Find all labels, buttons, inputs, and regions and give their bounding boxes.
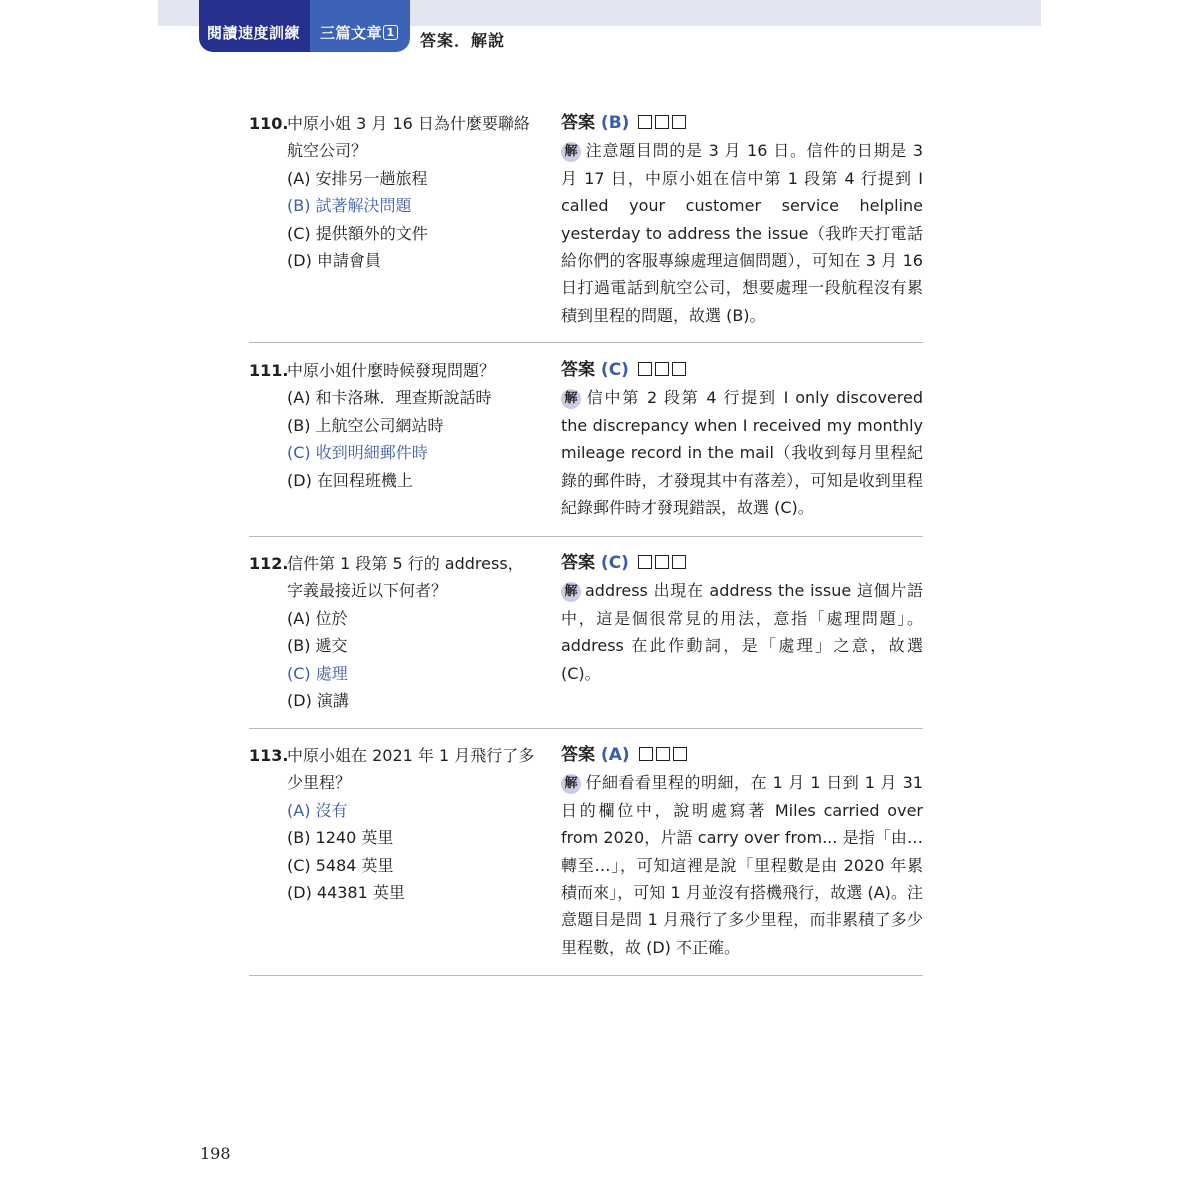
explanation-text: 注意題目問的是 3 月 16 日。信件的日期是 3 月 17 日，中原小姐在信中第 1 段第 4 行提到 I called your customer service helpline yesterday to address the issue（我昨天打電話給你們的客服專線處理這個問題），可知在 3 月 16 日打過電話到航空公司，想要處理一段航程沒有累積到里程的問題，故選 (B)。 bbox=[561, 141, 923, 325]
option-a: (A) 安排另一趟旅程 bbox=[287, 168, 428, 188]
question-stem bbox=[249, 550, 541, 605]
review-checkbox[interactable] bbox=[672, 115, 686, 129]
question-number: 112. bbox=[249, 554, 289, 573]
answer-heading bbox=[561, 550, 923, 577]
answer-111 bbox=[561, 357, 923, 521]
divider bbox=[249, 342, 923, 343]
answer-112 bbox=[561, 550, 923, 687]
question-113 bbox=[249, 742, 541, 906]
question-110 bbox=[249, 110, 541, 274]
answer-letter: (C) bbox=[600, 553, 629, 573]
review-checkbox[interactable] bbox=[655, 555, 669, 569]
answer-label: 答案 bbox=[561, 113, 595, 133]
answer-heading bbox=[561, 742, 923, 769]
review-checkbox[interactable] bbox=[673, 747, 687, 761]
answer-letter: (C) bbox=[600, 360, 629, 380]
question-stem bbox=[249, 357, 541, 384]
option-a: (A) 和卡洛琳．理查斯說話時 bbox=[287, 388, 492, 408]
question-stem bbox=[249, 110, 541, 165]
question-111 bbox=[249, 357, 541, 494]
divider bbox=[249, 728, 923, 729]
option-d: (D) 44381 英里 bbox=[287, 883, 405, 903]
subsection-number-badge: 1 bbox=[383, 25, 398, 40]
option-d: (D) 演講 bbox=[287, 691, 349, 711]
answer-label: 答案 bbox=[561, 360, 595, 380]
answer-heading bbox=[561, 357, 923, 384]
explanation-text: 信中第 2 段第 4 行提到 I only discovered the discrepancy when I received my monthly mileage record in the mail（我收到每月里程紀錄的郵件時，才發現其中有落差），可知是收到里程紀錄郵件時才發現錯誤，故選 (C)。 bbox=[561, 388, 923, 518]
question-text: 中原小姐什麼時候發現問題？ bbox=[287, 361, 496, 380]
explanation bbox=[561, 769, 923, 961]
review-checkboxes[interactable] bbox=[635, 360, 686, 380]
option-a: (A) 沒有 bbox=[287, 800, 348, 820]
review-checkboxes[interactable] bbox=[635, 113, 686, 133]
option-d: (D) 申請會員 bbox=[287, 251, 381, 271]
review-checkbox[interactable] bbox=[638, 362, 652, 376]
review-checkbox[interactable] bbox=[639, 747, 653, 761]
review-checkbox[interactable] bbox=[656, 747, 670, 761]
question-number: 113. bbox=[249, 746, 289, 765]
divider bbox=[249, 536, 923, 537]
review-checkbox[interactable] bbox=[672, 555, 686, 569]
review-checkbox[interactable] bbox=[655, 115, 669, 129]
question-text: 信件第 1 段第 5 行的 address，字義最接近以下何者？ bbox=[287, 554, 524, 601]
option-d: (D) 在回程班機上 bbox=[287, 470, 413, 490]
review-checkbox[interactable] bbox=[638, 115, 652, 129]
explanation-text: 仔細看看里程的明細，在 1 月 1 日到 1 月 31 日的欄位中，說明處寫著 Miles carried over from 2020，片語 carry over from... 是指「由…轉至…」，可知這裡是說「里程數是由 2020 年累積而來」，可知 1 月並沒有搭機飛行，故選 (A)。注意題目是問 1 月飛行了多少里程，而非累積了多少里程數，故 (D) 不正確。 bbox=[561, 773, 923, 957]
option-c: (C) 5484 英里 bbox=[287, 855, 394, 875]
explanation bbox=[561, 137, 923, 329]
review-checkbox[interactable] bbox=[638, 555, 652, 569]
answer-letter: (A) bbox=[600, 745, 630, 765]
option-a: (A) 位於 bbox=[287, 608, 348, 628]
explanation-badge: 解 bbox=[561, 774, 581, 794]
explanation-badge: 解 bbox=[561, 582, 581, 602]
review-checkboxes[interactable] bbox=[636, 745, 687, 765]
option-b: (B) 遞交 bbox=[287, 636, 348, 656]
option-b: (B) 上航空公司網站時 bbox=[287, 415, 444, 435]
answer-113 bbox=[561, 742, 923, 961]
question-number: 111. bbox=[249, 361, 289, 380]
explanation bbox=[561, 384, 923, 521]
answer-letter: (B) bbox=[600, 113, 630, 133]
header-tabs bbox=[199, 0, 410, 52]
section-tab bbox=[199, 0, 310, 52]
explanation-badge: 解 bbox=[561, 389, 581, 409]
option-c: (C) 提供額外的文件 bbox=[287, 223, 428, 243]
review-checkbox[interactable] bbox=[672, 362, 686, 376]
question-number: 110. bbox=[249, 114, 289, 133]
answer-heading bbox=[561, 110, 923, 137]
answer-110 bbox=[561, 110, 923, 329]
subsection-tab-label: 三篇文章 bbox=[320, 23, 383, 42]
review-checkboxes[interactable] bbox=[635, 553, 686, 573]
subsection-tab bbox=[310, 0, 410, 52]
explanation-text: address 出現在 address the issue 這個片語中，這是個很常見的用法，意指「處理問題」。address 在此作動詞，是「處理」之意，故選 (C)。 bbox=[561, 581, 923, 683]
review-checkbox[interactable] bbox=[655, 362, 669, 376]
question-112 bbox=[249, 550, 541, 714]
question-text: 中原小姐 3 月 16 日為什麼要聯絡航空公司？ bbox=[287, 114, 530, 161]
section-tab-label: 閱讀速度訓練 bbox=[207, 23, 301, 42]
answer-label: 答案 bbox=[561, 745, 595, 765]
question-stem bbox=[249, 742, 541, 797]
explanation bbox=[561, 577, 923, 687]
option-c: (C) 處理 bbox=[287, 663, 348, 683]
answer-label: 答案 bbox=[561, 553, 595, 573]
question-text: 中原小姐在 2021 年 1 月飛行了多少里程？ bbox=[287, 746, 535, 793]
explanation-badge: 解 bbox=[561, 142, 581, 162]
option-b: (B) 1240 英里 bbox=[287, 828, 394, 848]
page-number: 198 bbox=[200, 1144, 231, 1163]
divider bbox=[249, 975, 923, 976]
option-c: (C) 收到明細郵件時 bbox=[287, 443, 428, 463]
option-b: (B) 試著解決問題 bbox=[287, 196, 412, 216]
section-title: 答案．解說 bbox=[420, 31, 506, 50]
